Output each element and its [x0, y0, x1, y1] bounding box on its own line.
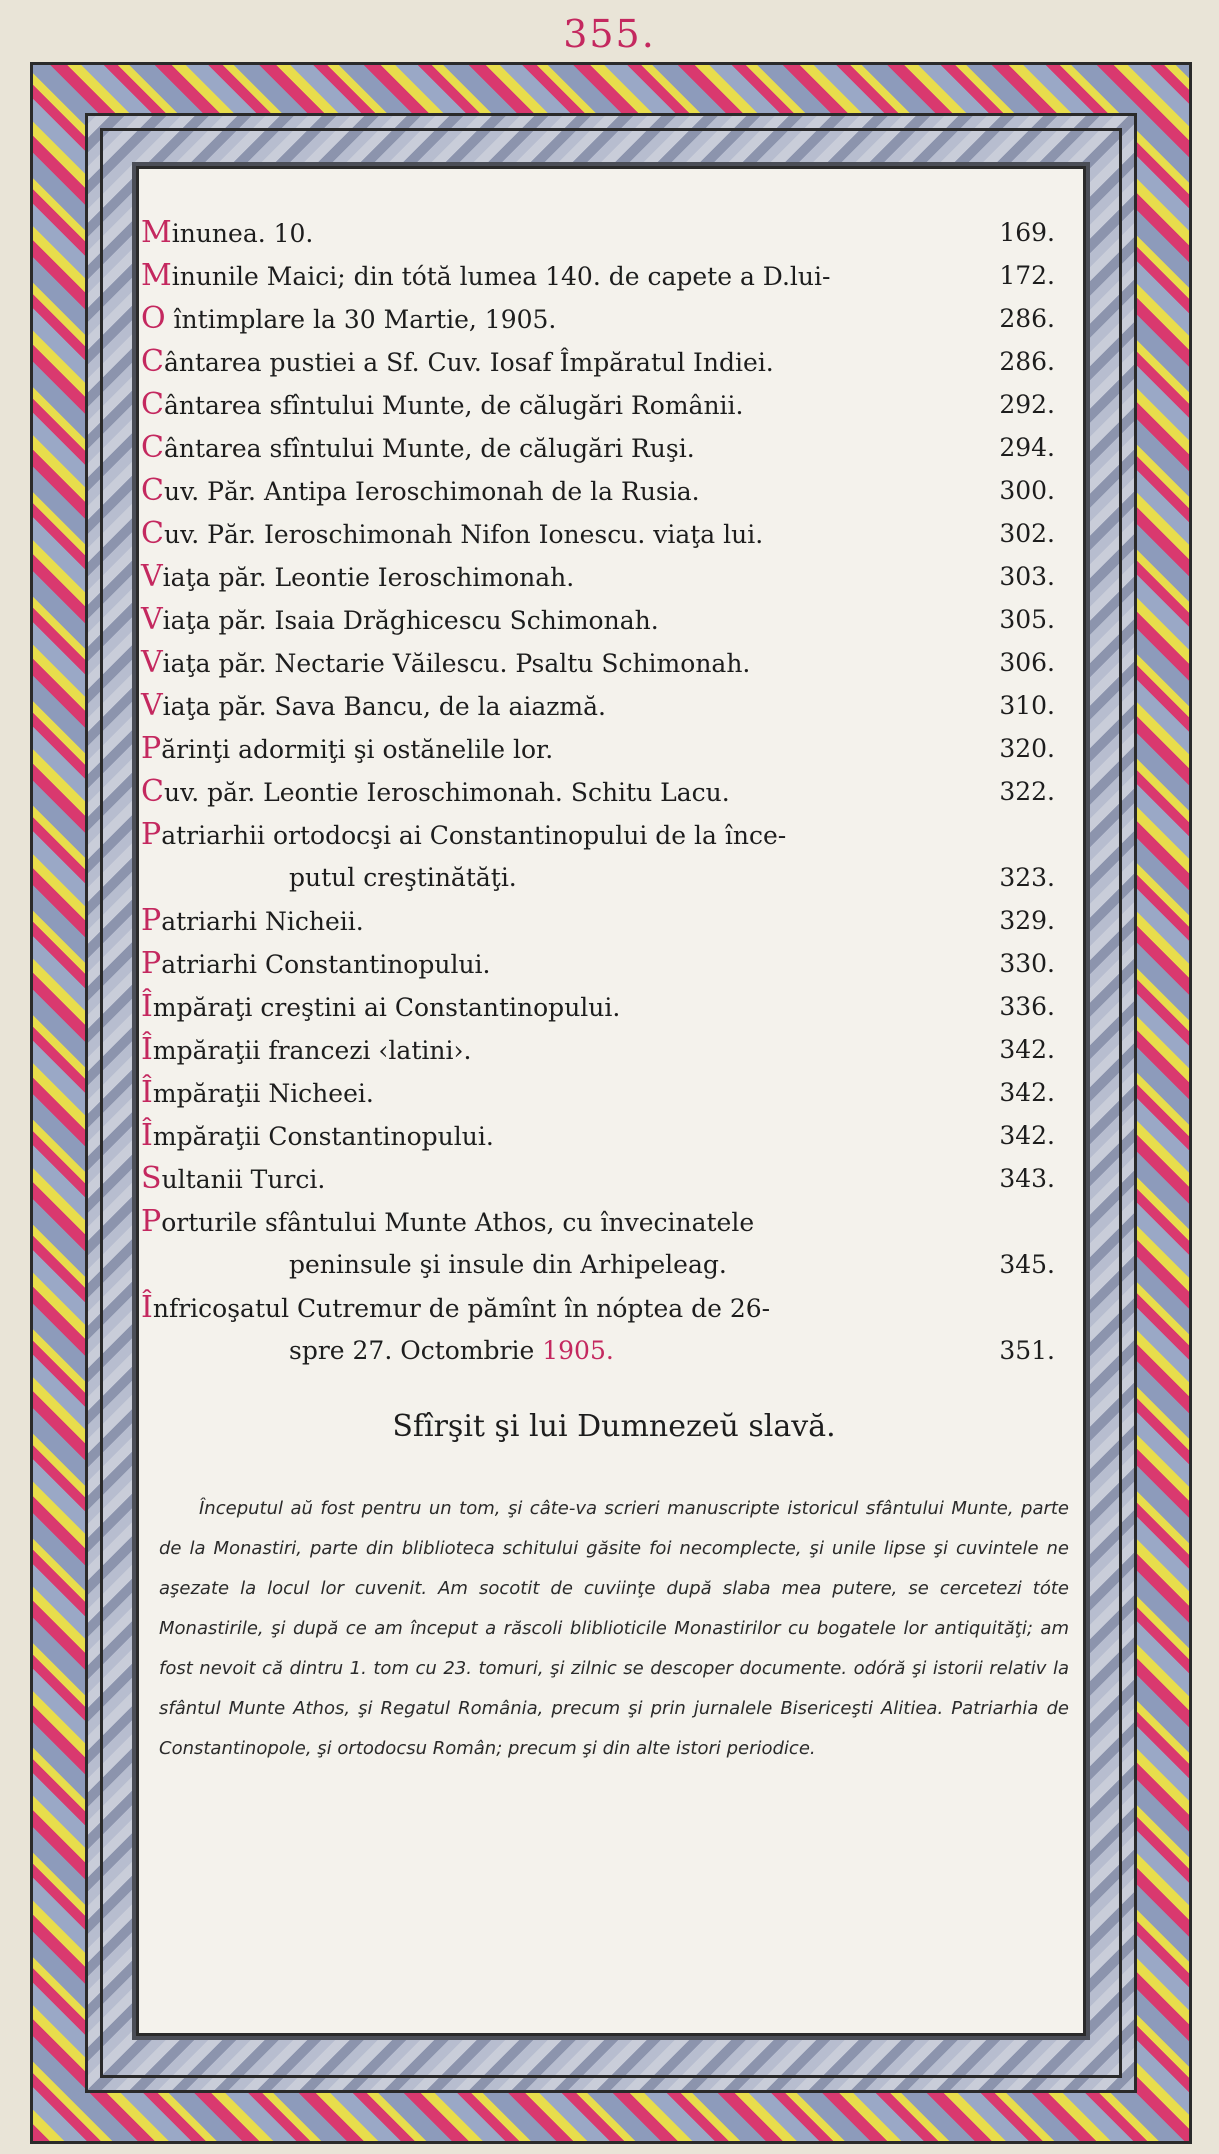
entry-title — [141, 727, 553, 771]
entry-title-rest: ântarea pustiei a Sf. Cuv. Iosaf Împăratul Indiei. — [163, 348, 774, 377]
entry-title-rest: uv. păr. Leontie Ieroschimonah. Schitu Lacu. — [163, 778, 730, 807]
index-entry — [139, 598, 1089, 641]
index-entry — [139, 426, 1089, 469]
entry-initial: M — [141, 215, 172, 250]
entry-title-rest: iaţa păr. Isaia Drăghicescu Schimonah. — [162, 606, 659, 635]
entry-title-rest: ărinţi adormiţi şi ostănelile lor. — [161, 735, 554, 764]
entry-title-rest: ântarea sfîntului Munte, de călugări Ruşi. — [163, 434, 695, 463]
entry-title-rest: atriarhii ortodocşi ai Constantinopului de la înce- — [161, 821, 787, 850]
entry-initial: P — [141, 903, 162, 938]
index-entry — [139, 1114, 1089, 1157]
entry-page: 305. — [999, 605, 1055, 634]
entry-page: 303. — [999, 562, 1055, 591]
entry-title — [141, 598, 659, 642]
entry-title — [141, 340, 774, 384]
index-panel — [136, 166, 1086, 2036]
index-entry — [139, 727, 1089, 770]
entry-initial: C — [141, 774, 164, 809]
index-entry — [139, 383, 1089, 426]
entry-title — [141, 813, 786, 857]
entry-title — [141, 899, 364, 943]
entry-page: 342. — [999, 1078, 1055, 1107]
entry-initial: S — [141, 1161, 162, 1196]
entry-initial: P — [141, 946, 162, 981]
closing-line: Sfîrşit şi lui Dumnezeŭ slavă. — [392, 1409, 836, 1444]
entry-title — [141, 641, 750, 685]
entry-title — [141, 211, 313, 255]
index-entry — [139, 1243, 1089, 1286]
index-entry — [139, 254, 1089, 297]
entry-initial: C — [141, 516, 164, 551]
entry-title — [141, 1157, 325, 1201]
index-entry — [139, 340, 1089, 383]
entry-initial: P — [141, 817, 162, 852]
entry-title — [141, 985, 620, 1029]
entry-title — [141, 469, 700, 513]
index-entries — [139, 211, 1089, 1372]
entry-initial: V — [141, 645, 163, 680]
entry-initial: V — [141, 559, 163, 594]
entry-title — [141, 512, 763, 556]
index-entry — [139, 1157, 1089, 1200]
entry-page: 342. — [999, 1121, 1055, 1150]
editor-note-text: Începutul aŭ fost pentru un tom, şi câte-va scrieri manuscripte istoricul sfântului Munte, parte de la Monastiri, parte din bliblioteca schitului găsite foi necomplecte, şi unile lipse şi cuvintele ne aşezate la locul lor cuvenit. Am socotit de cuviinţe după slaba mea putere, se cercetezi tóte Monastirile, şi după ce am început a răscoli bliblioticile Monastirilor cu bogatele lor antiquităţi; am fost nevoit că dintru 1. tom cu 23. tomuri, şi zilnic se descoper documente. odóră şi istorii relativ la sfântul Munte Athos, şi Regatul România, precum şi prin jurnalele Bisericeşti Alitiea. Patriarhia de Constantinopole, şi ortodocsu Român; precum şi din alte istori periodice. — [159, 1498, 1069, 1759]
entry-title — [141, 1114, 494, 1158]
index-entry — [139, 1028, 1089, 1071]
index-entry — [139, 512, 1089, 555]
index-entry — [139, 469, 1089, 512]
entry-initial: C — [141, 387, 164, 422]
entry-page: 351. — [999, 1336, 1055, 1365]
entry-initial: P — [141, 731, 162, 766]
index-entry — [139, 1329, 1089, 1372]
entry-page: 329. — [999, 906, 1055, 935]
entry-title-rest: ultanii Turci. — [161, 1165, 326, 1194]
entry-title — [141, 297, 556, 341]
entry-initial: M — [141, 258, 172, 293]
entry-title — [141, 1028, 471, 1072]
entry-title-text: putul creştinătăţi. — [289, 863, 517, 892]
entry-title — [141, 1071, 374, 1115]
entry-page: 322. — [999, 777, 1055, 806]
entry-title-rest: inunea. 10. — [171, 219, 314, 248]
index-entry — [139, 1200, 1089, 1243]
index-entry — [139, 555, 1089, 598]
entry-page: 286. — [999, 347, 1055, 376]
entry-title-rest: iaţa păr. Leontie Ieroschimonah. — [162, 563, 575, 592]
entry-title-rest: mpăraţii Constantinopului. — [152, 1122, 494, 1151]
index-entry — [139, 211, 1089, 254]
entry-title — [289, 1243, 727, 1286]
index-entry — [139, 297, 1089, 340]
entry-title-rest: ântarea sfîntului Munte, de călugări Românii. — [163, 391, 744, 420]
entry-title-rest: întimplare la 30 Martie, 1905. — [165, 305, 557, 334]
entry-title-rest: uv. Păr. Antipa Ieroschimonah de la Rusia. — [163, 477, 700, 506]
index-entry — [139, 985, 1089, 1028]
editor-note — [159, 1489, 1069, 1769]
entry-title — [141, 383, 744, 427]
entry-title-rest: inunile Maici; din tótă lumea 140. de capete a D.lui- — [171, 262, 831, 291]
entry-title — [141, 684, 606, 728]
entry-title-rest: mpăraţii Nicheei. — [152, 1079, 374, 1108]
entry-initial: Î — [141, 1118, 153, 1153]
entry-initial: Î — [141, 1075, 153, 1110]
entry-title — [289, 1329, 614, 1372]
entry-year: 1905. — [534, 1336, 614, 1365]
entry-initial: V — [141, 602, 163, 637]
entry-page: 320. — [999, 734, 1055, 763]
entry-page: 302. — [999, 519, 1055, 548]
entry-page: 292. — [999, 390, 1055, 419]
index-entry — [139, 770, 1089, 813]
entry-title — [141, 1200, 754, 1244]
entry-title — [141, 254, 830, 298]
page-number: 355. — [563, 12, 656, 56]
entry-title — [141, 555, 574, 599]
entry-title-rest: nfricoşatul Cutremur de pămînt în nóptea de 26- — [152, 1294, 771, 1323]
entry-title-rest: mpăraţii francezi ‹latini›. — [152, 1036, 472, 1065]
entry-title — [141, 770, 730, 814]
entry-title — [289, 856, 517, 899]
index-entry — [139, 813, 1089, 856]
entry-page: 330. — [999, 949, 1055, 978]
entry-page: 300. — [999, 476, 1055, 505]
index-entry — [139, 684, 1089, 727]
entry-title — [141, 426, 695, 470]
entry-initial: O — [141, 301, 166, 336]
entry-title — [141, 942, 490, 986]
index-entry — [139, 899, 1089, 942]
index-entry — [139, 856, 1089, 899]
entry-page: 336. — [999, 992, 1055, 1021]
entry-page: 306. — [999, 648, 1055, 677]
entry-title-rest: iaţa păr. Sava Bancu, de la aiazmă. — [162, 692, 606, 721]
entry-title-text: spre 27. Octombrie — [289, 1336, 535, 1365]
entry-initial: C — [141, 344, 164, 379]
entry-title-rest: atriarhi Nicheii. — [161, 907, 364, 936]
entry-page: 294. — [999, 433, 1055, 462]
entry-title-text: peninsule şi insule din Arhipeleag. — [289, 1250, 727, 1279]
entry-title-rest: orturile sfântului Munte Athos, cu învecinatele — [161, 1208, 755, 1237]
entry-title — [141, 1286, 770, 1330]
entry-page: 345. — [999, 1250, 1055, 1279]
entry-page: 310. — [999, 691, 1055, 720]
entry-title-rest: atriarhi Constantinopului. — [161, 950, 491, 979]
entry-title-rest: mpăraţi creştini ai Constantinopului. — [152, 993, 621, 1022]
entry-initial: C — [141, 430, 164, 465]
entry-initial: Î — [141, 1290, 153, 1325]
entry-page: 323. — [999, 863, 1055, 892]
entry-initial: Î — [141, 989, 153, 1024]
index-entry — [139, 1071, 1089, 1114]
entry-page: 342. — [999, 1035, 1055, 1064]
index-entry — [139, 641, 1089, 684]
entry-page: 343. — [999, 1164, 1055, 1193]
index-entry — [139, 942, 1089, 985]
entry-page: 286. — [999, 304, 1055, 333]
entry-page: 172. — [999, 261, 1055, 290]
index-entry — [139, 1286, 1089, 1329]
entry-initial: P — [141, 1204, 162, 1239]
entry-title-rest: iaţa păr. Nectarie Văilescu. Psaltu Schimonah. — [162, 649, 751, 678]
entry-initial: Î — [141, 1032, 153, 1067]
entry-page: 169. — [999, 218, 1055, 247]
entry-initial: C — [141, 473, 164, 508]
entry-initial: V — [141, 688, 163, 723]
entry-title-rest: uv. Păr. Ieroschimonah Nifon Ionescu. viaţa lui. — [163, 520, 764, 549]
